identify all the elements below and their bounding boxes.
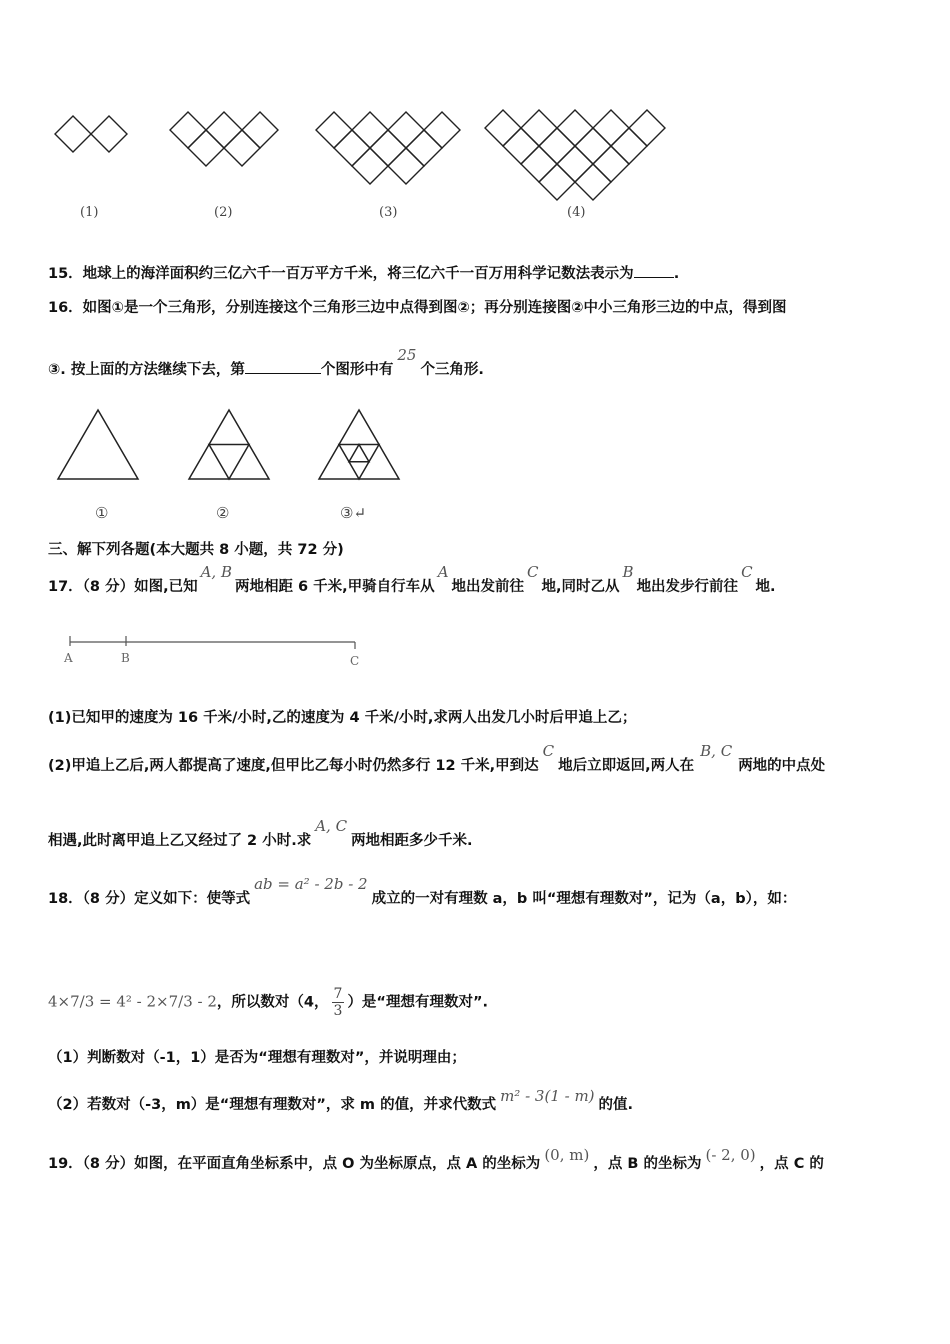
q17-math-ab: A, B: [200, 563, 232, 581]
segment-label-c: C: [350, 654, 360, 668]
q17-sub-2-line-2: [48, 817, 473, 850]
q17-sub2-text-e: 两地相距多少千米.: [351, 833, 473, 849]
figure-label-3: (3): [379, 205, 398, 220]
question-19: [48, 1146, 824, 1173]
q17-math-c2: C: [741, 563, 753, 581]
q17-sub2-text-b: 地后立即返回,两人在: [558, 758, 695, 774]
q16-text-c: 个三角形.: [420, 362, 484, 378]
question-15: [48, 262, 679, 283]
q17-text-3: 地出发前往: [451, 579, 525, 595]
diamond-figure-2: [170, 112, 278, 166]
section-3-title: 三、解下列各题(本大题共 8 小题，共 72 分): [48, 542, 344, 558]
figure-label-4: (4): [567, 205, 586, 220]
q16-text-b: 个图形中有: [320, 362, 394, 378]
question-16-line-1: 16．如图①是一个三角形，分别连接这个三角形三边中点得到图②；再分别连接图②中小三角形三边的中点，得到图: [48, 300, 787, 316]
q18-sub-2: [48, 1087, 634, 1114]
q17-sub-1: (1)已知甲的速度为 16 千米/小时,乙的速度为 4 千米/小时,求两人出发几小时后甲追上乙；: [48, 710, 637, 726]
triangle-label-2: ②: [216, 504, 230, 522]
q18-example-line: [48, 986, 488, 1019]
q18-fraction: [332, 986, 345, 1019]
q18-fraction-num: 7: [333, 986, 343, 1002]
q18-text-1: 18．（8 分）定义如下：使等式: [48, 891, 251, 907]
triangle-figure-1: [58, 410, 138, 479]
q17-math-b: B: [622, 563, 634, 581]
segment-label-b: B: [121, 651, 130, 665]
q17-text-1: 17．（8 分）如图,已知: [48, 579, 198, 595]
q18-sub2-math: m² - 3(1 - m): [500, 1087, 595, 1105]
q17-math-c: C: [527, 563, 539, 581]
q18-sub2-text-a: （2）若数对（-3，m）是“理想有理数对”，求 m 的值，并求代数式: [48, 1097, 497, 1113]
triangle-figure-2: [189, 410, 269, 479]
q17-sub2-text-c: 两地的中点处: [738, 758, 826, 774]
figure-label-2: (2): [214, 205, 233, 220]
q16-number: 25: [397, 346, 417, 364]
triangle-label-3: ③↵: [340, 504, 367, 522]
q17-sub-2-line-1: [48, 742, 826, 775]
q17-sub2-text-a: (2)甲追上乙后,两人都提高了速度,但甲比乙每小时仍然多行 12 千米,甲到达: [48, 758, 539, 774]
q17-sub2-math-c: C: [542, 742, 555, 760]
q18-text-2: 成立的一对有理数 a，b 叫“理想有理数对”，记为（a，b），如：: [371, 891, 797, 907]
q15-answer-blank: [634, 277, 674, 278]
q17-text-4: 地,同时乙从: [541, 579, 620, 595]
q19-text-1: 19．（8 分）如图，在平面直角坐标系中，点 O 为坐标原点，点 A 的坐标为: [48, 1156, 541, 1172]
q17-sub2-math-ac: A, C: [315, 817, 348, 835]
figure-label-1: (1): [80, 205, 99, 220]
q15-text: 15．地球上的海洋面积约三亿六千一百万平方千米，将三亿六千一百万用科学记数法表示为: [48, 266, 634, 282]
triangle-figure-3: [319, 410, 399, 479]
q19-text-2: ，点 B 的坐标为: [593, 1156, 702, 1172]
q18-fraction-den: 3: [333, 1003, 343, 1019]
question-16-line-2: [48, 346, 484, 379]
diamond-pattern-figure: [0, 0, 950, 230]
q15-end: .: [673, 266, 680, 282]
q18-example-formula: 4×7/3 = 4² - 2×7/3 - 2: [48, 992, 217, 1011]
question-17: [48, 563, 776, 596]
q18-text-3: ，所以数对（4，: [216, 994, 329, 1011]
triangle-figures: [0, 400, 950, 500]
triangle-label-1: ①: [95, 504, 109, 522]
q19-math-a: (0, m): [544, 1146, 590, 1164]
diamond-figure-4: [485, 110, 665, 200]
q17-text-5: 地出发步行前往: [636, 579, 739, 595]
q16-answer-blank: [245, 373, 321, 374]
q19-math-b: (- 2, 0): [705, 1146, 756, 1164]
q17-math-a: A: [437, 563, 449, 581]
q18-sub2-text-b: 的值.: [598, 1097, 634, 1113]
segment-label-a: A: [64, 651, 73, 665]
diamond-figure-3: [316, 112, 460, 184]
q17-sub2-text-d: 相遇,此时离甲追上乙又经过了 2 小时.求: [48, 833, 312, 849]
q18-sub-1: （1）判断数对（-1，1）是否为“理想有理数对”，并说明理由；: [48, 1050, 466, 1066]
q18-formula: ab = a² - 2b - 2: [254, 875, 368, 893]
q18-text-4: ）是“理想有理数对”.: [347, 994, 489, 1011]
q17-text-6: 地.: [755, 579, 776, 595]
q16-text-a: ③. 按上面的方法继续下去，第: [48, 362, 245, 378]
q17-sub2-math-bc: B, C: [700, 742, 733, 760]
diamond-figure-1: [55, 116, 127, 152]
segment-abc-figure: [0, 632, 950, 662]
q17-text-2: 两地相距 6 千米,甲骑自行车从: [234, 579, 435, 595]
question-18: [48, 875, 797, 908]
q19-text-3: ，点 C 的: [759, 1156, 824, 1172]
